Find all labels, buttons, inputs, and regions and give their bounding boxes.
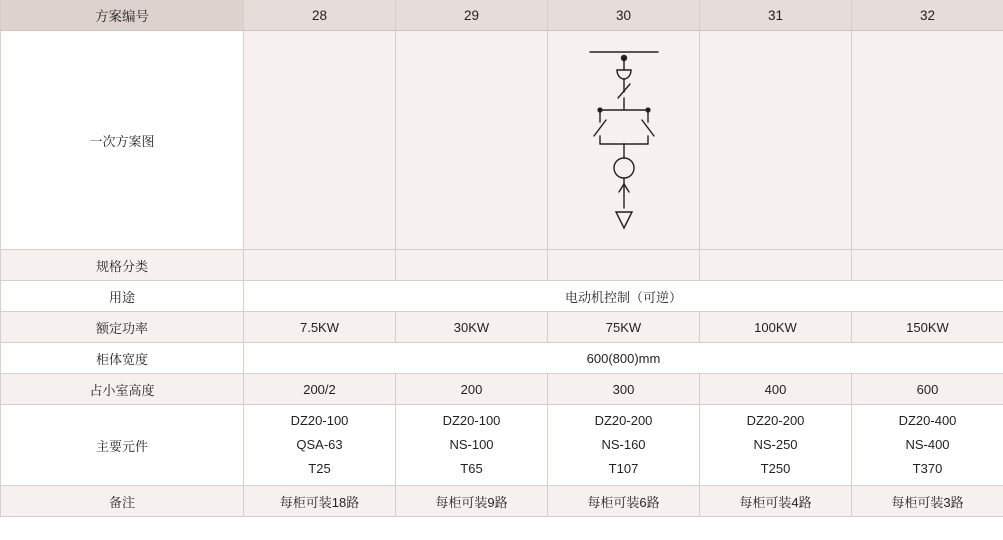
row-label-compartment-height: 占小室高度 [1,374,244,405]
classification-30 [548,250,700,281]
remarks-31: 每柜可装4路 [700,486,852,517]
compartment-height-32: 600 [852,374,1003,405]
component-line: NS-400 [905,436,950,452]
header-col-29: 29 [396,0,548,31]
component-line: NS-100 [449,436,494,452]
classification-32 [852,250,1003,281]
diagram-cell-30 [548,31,700,250]
remarks-29: 每柜可装9路 [396,486,548,517]
table-row-remarks [1,486,1003,517]
component-line: NS-160 [601,436,646,452]
rated-power-28: 7.5KW [244,312,396,343]
row-label-main-components: 主要元件 [1,405,244,486]
table-row-cabinet-width [1,343,1003,374]
table-row-diagram [1,31,1003,250]
remarks-30: 每柜可装6路 [548,486,700,517]
header-col-30: 30 [548,0,700,31]
classification-29 [396,250,548,281]
component-line: NS-250 [753,436,798,452]
table-row-usage [1,281,1003,312]
component-line: T250 [760,461,791,477]
main-components-29 [396,405,548,486]
compartment-height-30: 300 [548,374,700,405]
classification-31 [700,250,852,281]
row-label-cabinet-width: 柜体宽度 [1,343,244,374]
table-row-main-components [1,405,1003,486]
header-label-scheme-number: 方案编号 [1,0,244,31]
row-label-primary-diagram: 一次方案图 [1,31,244,250]
component-line: DZ20-400 [898,412,957,428]
main-components-28 [244,405,396,486]
row-label-usage: 用途 [1,281,244,312]
table-row-compartment-height [1,374,1003,405]
row-label-classification: 规格分类 [1,250,244,281]
header-col-32: 32 [852,0,1003,31]
table-row-rated-power [1,312,1003,343]
circuit-diagram-svg [564,40,684,240]
compartment-height-28: 200/2 [244,374,396,405]
component-line: DZ20-200 [746,412,805,428]
cabinet-width-value: 600(800)mm [244,343,1003,374]
component-line: DZ20-100 [442,412,501,428]
remarks-32: 每柜可装3路 [852,486,1003,517]
component-line: T25 [308,461,331,477]
rated-power-32: 150KW [852,312,1003,343]
circuit-diagram [548,32,699,248]
classification-28 [244,250,396,281]
usage-value: 电动机控制（可逆） [244,281,1003,312]
rated-power-29: 30KW [396,312,548,343]
rated-power-30: 75KW [548,312,700,343]
diagram-blank-29 [396,31,548,250]
row-label-remarks: 备注 [1,486,244,517]
diagram-blank-31 [700,31,852,250]
component-line: DZ20-100 [290,412,349,428]
remarks-28: 每柜可装18路 [244,486,396,517]
table-header-row [1,0,1003,31]
compartment-height-29: 200 [396,374,548,405]
component-line: DZ20-200 [594,412,653,428]
compartment-height-31: 400 [700,374,852,405]
row-label-rated-power: 额定功率 [1,312,244,343]
component-line: QSA-63 [296,436,343,452]
component-line: T370 [912,461,943,477]
diagram-blank-28 [244,31,396,250]
component-line: T65 [460,461,483,477]
header-col-28: 28 [244,0,396,31]
main-components-31 [700,405,852,486]
diagram-blank-32 [852,31,1003,250]
main-components-32 [852,405,1003,486]
header-col-31: 31 [700,0,852,31]
main-components-30 [548,405,700,486]
table-row-classification [1,250,1003,281]
rated-power-31: 100KW [700,312,852,343]
component-line: T107 [608,461,639,477]
